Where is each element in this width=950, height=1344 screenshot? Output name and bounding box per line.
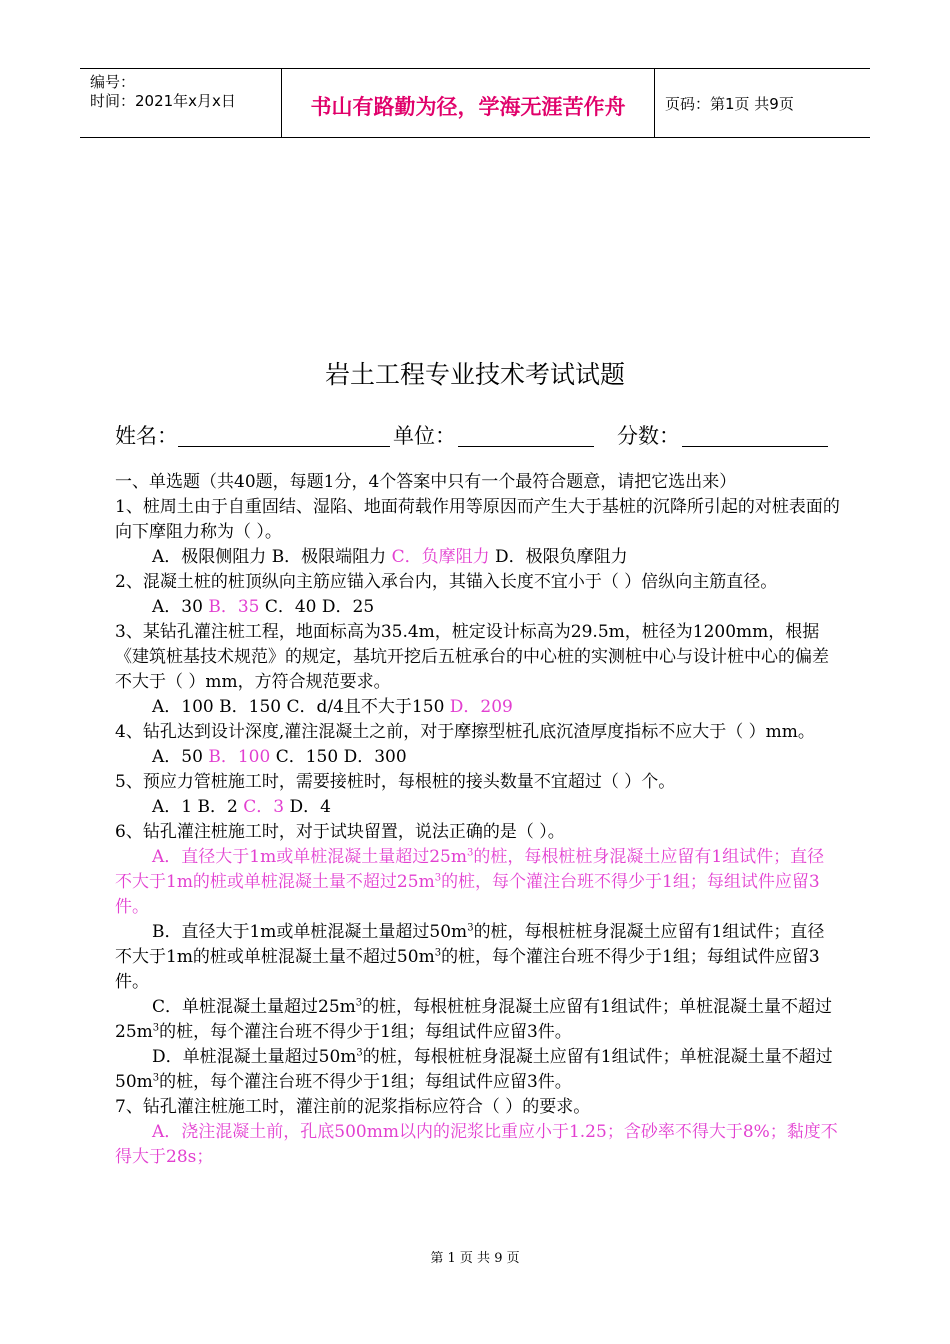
option-a: A．1 [152, 797, 193, 817]
question-6-option-b: B．直径大于1m或单桩混凝土量超过$50m^3$的桩，每根桩桩身混凝土应留有1组试件；直径不大于1m的桩或单桩混凝土量不超过$50m^3$的桩，每个灌注台班不得少于1组；每组试件应留3件。 [115, 922, 825, 992]
question-6-option-d: D．单桩混凝土量超过$50m^3$的桩，每根桩桩身混凝土应留有1组试件；单桩混凝土量不超过$50m^3$的桩，每个灌注台班不得少于1组；每组试件应留3件。 [115, 1047, 833, 1092]
unit-field[interactable] [458, 446, 594, 447]
question-7-option-a-answer: A．浇注混凝土前，孔底500mm以内的泥浆比重应小于1.25；含砂率不得大于8%；黏度不得大于28s； [115, 1122, 838, 1167]
option-b-answer: B．35 [208, 597, 260, 617]
exam-content [115, 470, 840, 1170]
option-a: A．100 [152, 697, 214, 717]
score-field[interactable] [682, 446, 828, 447]
option-d: D．300 [343, 747, 407, 767]
option-b: B．极限端阻力 [271, 547, 387, 567]
option-c-answer: C．3 [243, 797, 285, 817]
number-label: 编号： [90, 73, 136, 91]
option-b-answer: B．100 [208, 747, 271, 767]
option-c: C．40 [264, 597, 317, 617]
name-label: 姓名： [115, 424, 178, 448]
question-2-options [115, 595, 840, 620]
question-1-stem: 1、桩周土由于自重固结、湿陷、地面荷载作用等原因而产生大于基桩的沉降所引起的对桩表面的向下摩阻力称为（ ）。 [115, 497, 840, 542]
header-motto-cell [282, 69, 655, 137]
header-meta-cell [80, 69, 282, 137]
option-a: A．30 [152, 597, 203, 617]
question-6-option-c: C．单桩混凝土量超过$25m^3$的桩，每根桩桩身混凝土应留有1组试件；单桩混凝土量不超过$25m^3$的桩，每个灌注台班不得少于1组；每组试件应留3件。 [115, 997, 832, 1042]
name-field[interactable] [178, 446, 390, 447]
page-info: 页码：第1页 共9页 [665, 95, 794, 113]
question-2-stem: 2、混凝土桩的桩顶纵向主筋应锚入承台内，其锚入长度不宜小于（ ）倍纵向主筋直径。 [115, 572, 778, 592]
option-c: C．d/4且不大于150 [286, 697, 445, 717]
option-d-answer: D．209 [449, 697, 513, 717]
option-c: C．150 [275, 747, 339, 767]
document-header [80, 68, 870, 138]
score-label: 分数： [617, 424, 680, 448]
option-a: A．极限侧阻力 [152, 547, 267, 567]
page-title: 岩土工程专业技术考试试题 [324, 360, 625, 389]
unit-label: 单位： [393, 424, 456, 448]
option-d: D．25 [321, 597, 375, 617]
question-4-stem: 4、钻孔达到设计深度,灌注混凝土之前，对于摩擦型桩孔底沉渣厚度指标不应大于（ ）mm。 [115, 722, 815, 742]
question-3-options [115, 695, 840, 720]
time-label: 时间：2021年x月x日 [90, 92, 236, 110]
option-d: D．4 [289, 797, 331, 817]
question-4-options [115, 745, 840, 770]
question-6-option-a-answer: A．直径大于1m或单桩混凝土量超过$25m^3$的桩，每根桩桩身混凝土应留有1组试件；直径不大于1m的桩或单桩混凝土量不超过$25m^3$的桩，每个灌注台班不得少于1组；每组试件应留3件。 [115, 847, 825, 917]
option-b: B．150 [219, 697, 282, 717]
option-c-answer: C．负摩阻力 [391, 547, 490, 567]
question-5-stem: 5、预应力管桩施工时，需要接桩时，每根桩的接头数量不宜超过（ ）个。 [115, 772, 676, 792]
option-d: D．极限负摩阻力 [495, 547, 628, 567]
motto: 书山有路勤为径，学海无涯苦作舟 [310, 95, 626, 119]
header-page-cell [655, 69, 870, 137]
section-heading: 一、单选题（共40题，每题1分，4个答案中只有一个最符合题意，请把它选出来） [115, 472, 737, 492]
option-a: A．50 [152, 747, 203, 767]
option-b: B．2 [197, 797, 238, 817]
question-5-options [115, 795, 840, 820]
page-footer: 第 1 页 共 9 页 [430, 1251, 520, 1266]
question-3-stem: 3、某钻孔灌注桩工程，地面标高为35.4m，桩定设计标高为29.5m，桩径为1200mm，根据《建筑桩基技术规范》的规定，基坑开挖后五桩承台的中心桩的实测桩中心与设计桩中心的偏差不大于（ ）mm，方符合规范要求。 [115, 622, 829, 692]
question-6-stem: 6、钻孔灌注桩施工时，对于试块留置，说法正确的是（ ）。 [115, 822, 565, 842]
question-7-stem: 7、钻孔灌注桩施工时，灌注前的泥浆指标应符合（ ）的要求。 [115, 1097, 591, 1117]
question-1-options [115, 545, 840, 570]
